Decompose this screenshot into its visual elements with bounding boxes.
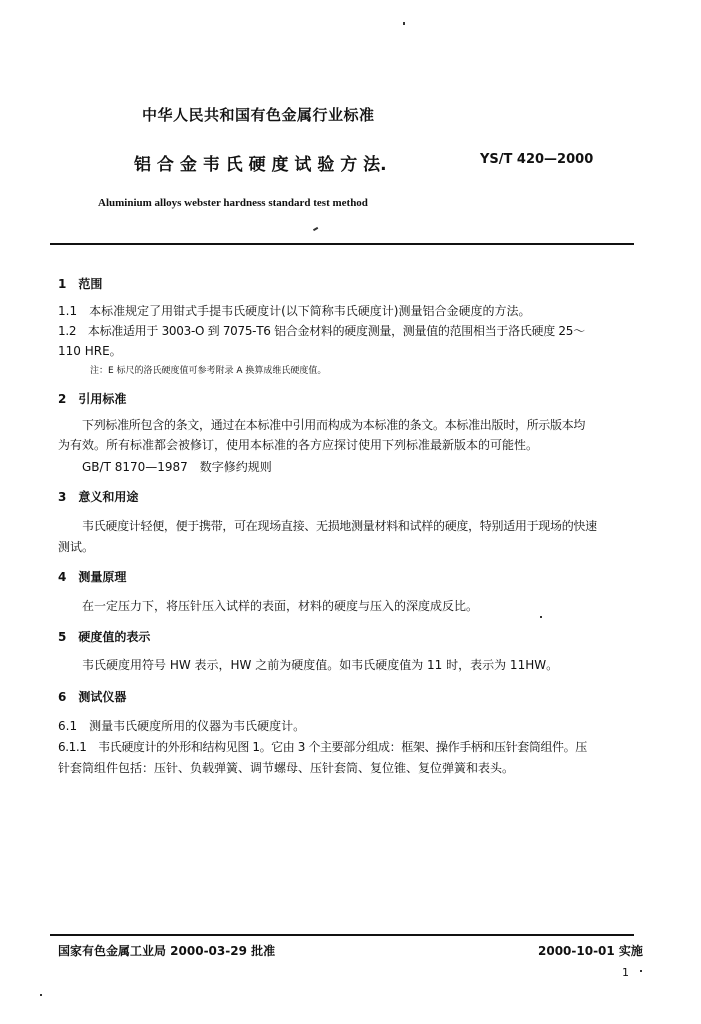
section-3-para-line2: 测试。 bbox=[58, 540, 95, 554]
section-1-heading: 1 范围 bbox=[58, 277, 103, 291]
section-3-heading: 3 意义和用途 bbox=[58, 490, 139, 504]
section-4-heading: 4 测量原理 bbox=[58, 570, 127, 584]
section-4-para: 在一定压力下，将压针压入试样的表面，材料的硬度与压入的深度成反比。 bbox=[82, 599, 479, 613]
implementation-date: 2000-10-01 实施 bbox=[538, 944, 643, 958]
section-6-heading: 6 测试仪器 bbox=[58, 690, 127, 704]
referenced-standard: GB/T 8170—1987 数字修约规则 bbox=[82, 460, 272, 474]
scan-speck bbox=[640, 970, 642, 972]
section-3-para-line1: 韦氏硬度计轻便，便于携带，可在现场直接、无损地测量材料和试样的硬度，特别适用于现场的快速 bbox=[82, 519, 597, 533]
section-5-heading: 5 硬度值的表示 bbox=[58, 630, 151, 644]
section-2-para-line2: 为有效。所有标准都会被修订，使用本标准的各方应探讨使用下列标准最新版本的可能性。 bbox=[58, 438, 539, 452]
scan-speck bbox=[313, 227, 318, 231]
clause-6-1: 6.1 测量韦氏硬度所用的仪器为韦氏硬度计。 bbox=[58, 719, 306, 733]
scan-speck bbox=[540, 616, 542, 618]
clause-6-1-1-line1: 6.1.1 韦氏硬度计的外形和结构见图 1。它由 3 个主要部分组成：框架、操作手柄和压针套筒组件。压 bbox=[58, 740, 587, 754]
clause-1-2-line2: 110 HRE。 bbox=[58, 344, 122, 358]
page-number: 1 bbox=[622, 966, 629, 979]
clause-1-note: 注：E 标尺的洛氏硬度值可参考附录 A 换算成维氏硬度值。 bbox=[90, 366, 327, 376]
section-2-heading: 2 引用标准 bbox=[58, 392, 127, 406]
section-2-para-line1: 下列标准所包含的条文，通过在本标准中引用而构成为本标准的条文。本标准出版时，所示版本均 bbox=[82, 418, 586, 432]
clause-1-2-line1: 1.2 本标准适用于 3003-O 到 7075-T6 铝合金材料的硬度测量，测量值的范围相当于洛氏硬度 25～ bbox=[58, 324, 585, 338]
header-divider bbox=[50, 243, 634, 245]
scan-speck bbox=[403, 22, 405, 25]
document-title-cn: 铝 合 金 韦 氏 硬 度 试 验 方 法. bbox=[134, 155, 387, 175]
approval-statement: 国家有色金属工业局 2000-03-29 批准 bbox=[58, 944, 276, 958]
footer-divider bbox=[50, 934, 634, 936]
section-5-para: 韦氏硬度用符号 HW 表示，HW 之前为硬度值。如韦氏硬度值为 11 时，表示为 11HW。 bbox=[82, 658, 559, 672]
standard-number: YS/T 420—2000 bbox=[480, 152, 594, 167]
clause-1-1: 1.1 本标准规定了用钳式手提韦氏硬度计(以下简称韦氏硬度计)测量铝合金硬度的方法。 bbox=[58, 304, 531, 318]
document-title-en: Aluminium alloys webster hardness standard test method bbox=[98, 197, 368, 209]
industry-standard-heading: 中华人民共和国有色金属行业标准 bbox=[142, 106, 375, 124]
scan-speck bbox=[40, 994, 42, 996]
clause-6-1-1-line2: 针套筒组件包括：压针、负载弹簧、调节螺母、压针套筒、复位锥、复位弹簧和表头。 bbox=[58, 761, 515, 775]
